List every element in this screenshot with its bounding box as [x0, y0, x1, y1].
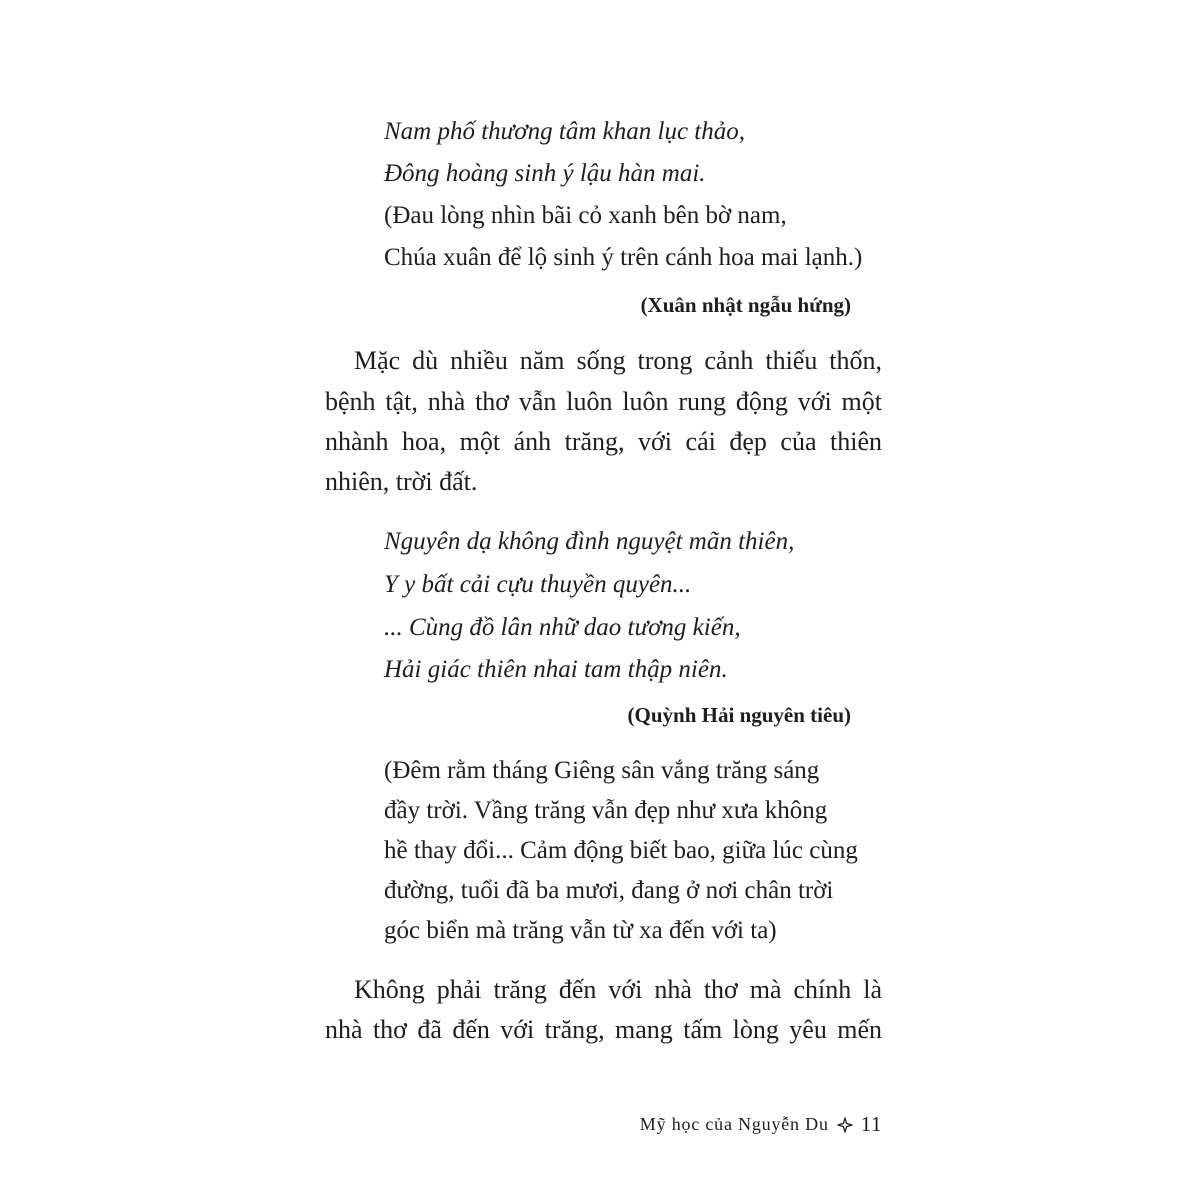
paragraph1-line-4: nhiên, trời đất.	[325, 467, 478, 496]
poem2-translation-5: góc biển mà trăng vẫn từ xa đến với ta)	[384, 917, 777, 944]
poem2-line-4: Hải giác thiên nhai tam thập niên.	[384, 656, 728, 683]
paragraph2-line-2: nhà thơ đã đến với trăng, mang tấm lòng yêu mến	[325, 1015, 882, 1044]
poem2-translation-2: đầy trời. Vầng trăng vẫn đẹp như xưa không	[384, 797, 828, 824]
poem2-line-3: ... Cùng đồ lân nhữ dao tương kiến,	[384, 614, 741, 641]
poem2-line-1: Nguyên dạ không đình nguyệt mãn thiên,	[384, 528, 795, 555]
paragraph1-line-3: nhành hoa, một ánh trăng, với cái đẹp của thiên	[325, 427, 882, 456]
poem2-translation-3: hề thay đổi... Cảm động biết bao, giữa lúc cùng	[384, 837, 858, 864]
poem1-line-2: Đông hoàng sinh ý lậu hàn mai.	[384, 160, 706, 187]
poem2-translation-1: (Đêm rằm tháng Giêng sân vắng trăng sáng	[384, 757, 820, 784]
poem2-line-2: Y y bất cải cựu thuyền quyên...	[384, 571, 692, 598]
paragraph1-line-2: bệnh tật, nhà thơ vẫn luôn luôn rung động với một	[325, 387, 882, 416]
poem1-line-1: Nam phố thương tâm khan lục thảo,	[384, 118, 745, 145]
poem2-translation-4: đường, tuổi đã ba mươi, đang ở nơi chân trời	[384, 877, 834, 904]
poem2-source: (Quỳnh Hải nguyên tiêu)	[627, 703, 851, 727]
page-footer	[640, 1112, 882, 1137]
poem1-translation-1: (Đau lòng nhìn bãi cỏ xanh bên bờ nam,	[384, 202, 787, 229]
poem1-source: (Xuân nhật ngẫu hứng)	[640, 293, 851, 317]
poem1-translation-2: Chúa xuân để lộ sinh ý trên cánh hoa mai lạnh.)	[384, 244, 863, 271]
page-number: 11	[860, 1112, 882, 1136]
running-title: Mỹ học của Nguyễn Du	[639, 1114, 829, 1134]
four-point-star-icon	[837, 1117, 853, 1133]
paragraph1-line-1: Mặc dù nhiều năm sống trong cảnh thiếu thốn,	[354, 346, 882, 375]
paragraph2-line-1: Không phải trăng đến với nhà thơ mà chính là	[354, 975, 882, 1004]
